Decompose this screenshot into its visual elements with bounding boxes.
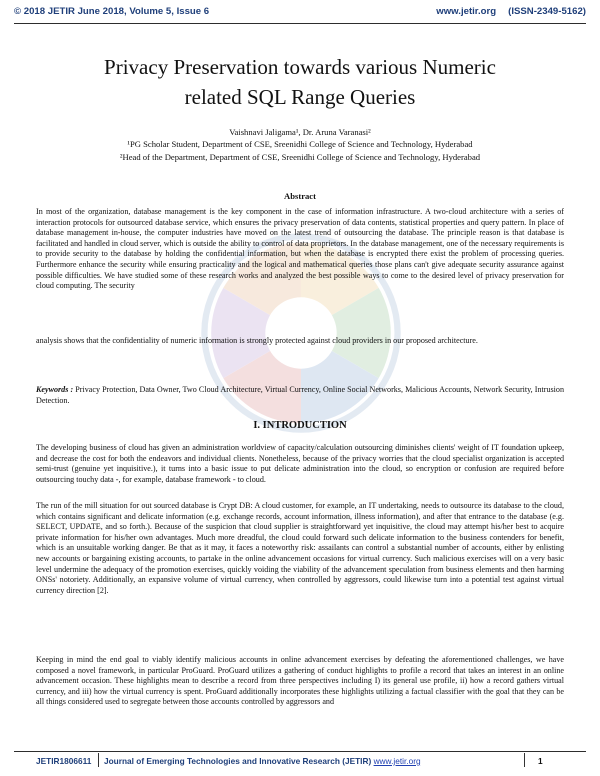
footer-separator [98,753,99,767]
abstract-heading: Abstract [284,191,316,201]
author-names: Vaishnavi Jaligama¹, Dr. Aruna Varanasi² [229,127,371,137]
paper-title-line-1: Privacy Preservation towards various Numeric [104,55,496,79]
abstract-paragraph-2: analysis shows that the confidentiality of numeric information is strongly protected against cloud providers in our proposed architecture. [36,336,478,345]
affiliation-1: ¹PG Scholar Student, Department of CSE, Sreenidhi College of Science and Technology, Hyderabad [127,139,473,150]
intro-paragraph-3: Keeping in mind the end goal to viably identify malicious accounts in online advancement exercises by defeating the aforementioned challenges, we have composed a novel framework, in particular ProGuard. ProGuard utilizes a gathering of conduct highlights to profile a record that takes an interest in an online advancement occasion. These highlights mean to describe a record from three perspectives including I) its general use profile, ii) how a record gathers virtual currency, and iii) how the virtual currency is spent. ProGuard additionally incorporates these highlights utilizing a factual classifier with the goal that they can be all things considered used to segregate between those accounts controlled by aggressors and [36,655,564,707]
section-heading-introduction: I. INTRODUCTION [253,420,347,431]
footer-paper-code: JETIR1806611 [36,756,92,766]
header-issn: (ISSN-2349-5162) [508,6,586,17]
keywords-label: Keywords : [36,385,74,394]
footer-journal-name: Journal of Emerging Technologies and Innovative Research (JETIR) [104,756,372,766]
abstract-paragraph-1: In most of the organization, database management is the key component in the case of information infrastructure. A two-cloud architecture with a series of interaction protocols for outsourced database service, which ensures the privacy preservation of data contents, statistical properties and query pattern. In place of database management in-house, the computer industries have moved on the latest trend of outsourcing the database. The principle reason is that database is facilitated and handled in cloud server, which is outside the ability to control of data proprietors. In the database management, one of the necessary requirements is to provide security to the database by holding the confidential information, but when the database is encrypted there exist the problem of processing queries. Furthermore enhance the security while ensuring practicality and the logical and mathematical queries those plans can't give adequate security assurance against possible difficulties. We have studied some of these research works and analyzed the best possible ways to come to the desired level of privacy preservation for cloud computing. The security [36,207,564,291]
intro-paragraph-2: The run of the mill situation for out sourced database is Crypt DB: A cloud customer, for example, an IT undertaking, needs to outsource its database to the cloud, which contains significant and delicate information (e.g. exchange records, account information, illness information), and after that entrance to the database (e.g. SELECT, UPDATE, and so forth.). Because of the suspicion that cloud supplier is straightforward yet inquisitive, the cloud may attempt his/her best to acquire private information for his/her own advantages. Much more dreadful, the cloud could forward such delicate information to the business contenders for benefit, which is an unsuitable working danger. Be that as it may, it faces a noteworthy risk: assailants can control a substantial number of accounts, either by enlisting new accounts or bargaining existing accounts, to partake in the online advancement occasions for virtual currency. Such malicious exercises will on a very basic level undermine the adequacy of the promotion exercises, quickly voiding the viability of the advancement speculation from business elements and then harming ONSs' notoriety. Additionally, an expansive volume of virtual currency, when controlled by aggressors, could likewise turn into a potential test against virtual currency direction [2]. [36,501,564,595]
page-number: 1 [538,756,543,766]
header-journal-info: © 2018 JETIR June 2018, Volume 5, Issue 6 [14,6,210,17]
intro-paragraph-1: The developing business of cloud has given an administration worldview of capacity/calculation outsourcing diminishes clients' weight of IT foundation upkeep, and decrease the cost for both the endeavors and individual clients. Nonetheless, because of the privacy worries that the cloud specialist organization is accepted semi-trust (genuine yet inquisitive.), it turns into a basic issue to put delicate administration into the cloud, so encryption or confusion are required before outsourcing touchy data -, for example, database framework - to cloud. [36,443,564,484]
affiliation-2: ²Head of the Department, Department of CSE, Sreenidhi College of Science and Technology, Hyderabad [119,151,481,162]
header-rule [14,23,586,24]
header-site-link[interactable]: www.jetir.org [436,6,497,17]
paper-title [40,52,560,112]
footer-site-link[interactable]: www.jetir.org [373,756,421,766]
keywords [36,385,564,406]
header-right [436,6,586,17]
footer-journal [104,756,421,766]
keywords-text: Privacy Protection, Data Owner, Two Cloud Architecture, Virtual Currency, Online Social Networks, Malicious Accounts, Network Security, Intrusion Detection. [36,385,565,405]
paper-title-line-2: related SQL Range Queries [184,85,416,109]
author-block [0,126,600,163]
footer-rule [14,751,586,752]
running-footer [14,756,586,770]
footer-separator [524,753,525,767]
running-header [14,6,586,22]
